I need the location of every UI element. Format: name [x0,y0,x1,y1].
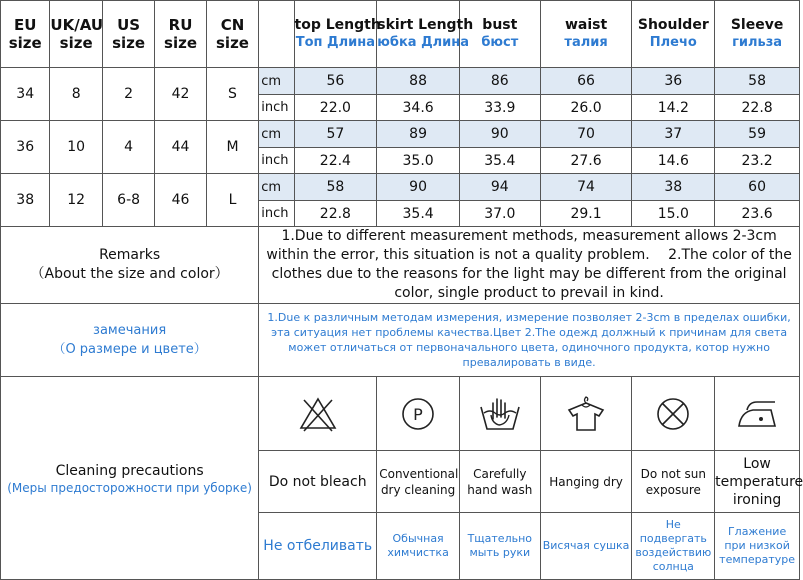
header-waist-en: waist [564,17,608,33]
skirt-length-inch: 35.4 [377,201,460,227]
care-label-en: Low temperature ironing [715,451,800,513]
low-iron-icon [733,394,781,434]
sleeve-cm: 59 [715,121,800,148]
care-icon-cell [540,377,632,451]
sleeve-inch: 23.2 [715,148,800,174]
care-label-en: Carefully hand wash [459,451,540,513]
sleeve-cm: 58 [715,68,800,95]
size-eu: 34 [1,68,50,121]
care-label-ru: Не отбеливать [259,513,377,580]
remarks-row [1,227,800,304]
top-length-inch: 22.8 [294,201,377,227]
header-shoulder-ru: Плечо [649,35,697,50]
header-ru-line1: RU [168,16,193,34]
bust-cm: 94 [459,174,540,201]
header-top-ru: Топ Длина [295,35,376,50]
cleaning-label [1,377,259,580]
bust-cm: 86 [459,68,540,95]
size-cn: M [206,121,258,174]
header-bust-ru: бюст [481,35,519,50]
header-bust-en: bust [482,17,518,33]
remarks-title: Remarks [99,247,161,263]
remarks-ru-label [1,304,259,377]
care-icon-cell [459,377,540,451]
table-row [1,174,800,201]
remarks-ru-title: замечания [93,323,167,338]
size-us: 6-8 [102,174,154,227]
top-length-inch: 22.0 [294,95,377,121]
header-skirt-en: skirt Length [377,17,474,33]
care-icon-cell [259,377,377,451]
remarks-ru-subtitle: （О размере и цвете） [52,342,207,357]
care-icon-cell [715,377,800,451]
waist-inch: 27.6 [540,148,632,174]
no-sun-icon [653,394,693,434]
cleaning-title: Cleaning precautions [55,462,204,479]
header-row [1,1,800,68]
header-shoulder [632,1,715,68]
header-top-en: top Length [294,17,381,33]
shoulder-cm: 36 [632,68,715,95]
top-length-cm: 58 [294,174,377,201]
bust-inch: 35.4 [459,148,540,174]
header-ukau [50,1,102,68]
header-ru [155,1,206,68]
cleaning-subtitle: (Меры предосторожности при уборке) [7,480,252,495]
size-ru: 44 [155,121,206,174]
header-skirt [377,1,474,68]
bust-inch: 33.9 [459,95,540,121]
size-ru: 46 [155,174,206,227]
shoulder-cm: 37 [632,121,715,148]
care-label-en: Conventional dry cleaning [377,451,460,513]
shoulder-inch: 15.0 [632,201,715,227]
unit-cm: cm [259,174,294,201]
table-row [1,68,800,95]
care-label-ru: Тщательно мыть руки [459,513,540,580]
care-icon-cell [377,377,460,451]
waist-cm: 66 [540,68,632,95]
header-waist [540,1,632,68]
header-eu-line1: EU [13,16,37,34]
header-ukau-line2: size [59,34,93,52]
header-sleeve-en: Sleeve [730,17,784,33]
waist-inch: 26.0 [540,95,632,121]
header-eu-line2: size [8,34,42,52]
size-ukau: 10 [50,121,102,174]
sleeve-inch: 23.6 [715,201,800,227]
header-ukau-line1: UK/AU [50,16,104,34]
header-cn [206,1,258,68]
remarks-subtitle: （About the size and color） [30,266,229,282]
header-us-line2: size [112,34,146,52]
size-eu: 36 [1,121,50,174]
header-us [102,1,154,68]
waist-cm: 74 [540,174,632,201]
remarks-text: 1.Due to different measurement methods, measurement allows 2-3cm within the error, this situation is not a quality problem. 2.The color of the clothes due to the reasons for the light may be different from the original color, single product to prevail in kind. [259,227,800,304]
waist-inch: 29.1 [540,201,632,227]
header-eu [1,1,50,68]
size-cn: S [206,68,258,121]
svg-text:P: P [413,404,423,424]
shoulder-cm: 38 [632,174,715,201]
header-us-line1: US [117,16,141,34]
size-ru: 42 [155,68,206,121]
size-cn: L [206,174,258,227]
remarks-label [1,227,259,304]
no-bleach-icon [296,394,340,434]
remarks-ru-row [1,304,800,377]
header-sleeve-ru: гильза [732,35,783,50]
skirt-length-inch: 35.0 [377,148,460,174]
header-cn-line2: size [216,34,249,52]
dry-clean-p-icon [398,394,438,434]
header-bust [459,1,540,68]
table-row [1,121,800,148]
skirt-length-cm: 90 [377,174,460,201]
skirt-length-cm: 88 [377,68,460,95]
waist-cm: 70 [540,121,632,148]
header-unit-blank [259,1,294,68]
care-label-ru: Глажение при низкой температуре [715,513,800,580]
header-shoulder-en: Shoulder [637,17,709,33]
sleeve-inch: 22.8 [715,95,800,121]
shoulder-inch: 14.6 [632,148,715,174]
size-ukau: 12 [50,174,102,227]
shoulder-inch: 14.2 [632,95,715,121]
skirt-length-cm: 89 [377,121,460,148]
care-label-ru: Висячая сушка [540,513,632,580]
header-top [294,1,381,68]
header-cn-line1: CN [220,16,245,34]
care-label-ru: Обычная химчистка [377,513,460,580]
care-label-en: Hanging dry [540,451,632,513]
header-waist-ru: талия [564,35,608,50]
header-ru-line2: size [164,34,198,52]
size-us: 2 [102,68,154,121]
care-icon-cell [632,377,715,451]
care-label-en: Do not bleach [259,451,377,513]
unit-inch: inch [259,148,294,174]
header-skirt-ru: юбка Длина [377,35,470,50]
hanging-dry-icon [563,394,609,434]
hand-wash-icon [477,393,523,435]
top-length-cm: 57 [294,121,377,148]
unit-inch: inch [259,95,294,121]
unit-cm: cm [259,121,294,148]
bust-cm: 90 [459,121,540,148]
unit-cm: cm [259,68,294,95]
cleaning-icon-row [1,377,800,451]
unit-inch: inch [259,201,294,227]
care-label-ru: Не подвергать воздействию солнца [632,513,715,580]
size-us: 4 [102,121,154,174]
size-ukau: 8 [50,68,102,121]
sleeve-cm: 60 [715,174,800,201]
remarks-ru-text: 1.Due к различным методам измерения, измерение позволяет 2-3cm в пределах ошибки, эта ситуация нет проблемы качества.Цвет 2.The одежд должный к причинам для света может отличаться от первоначального цвета, одиночного продукта, котор нужно превалировать в виде. [259,304,800,377]
bust-inch: 37.0 [459,201,540,227]
skirt-length-inch: 34.6 [377,95,460,121]
top-length-inch: 22.4 [294,148,377,174]
size-eu: 38 [1,174,50,227]
care-label-en: Do not sun exposure [632,451,715,513]
top-length-cm: 56 [294,68,377,95]
header-sleeve [715,1,800,68]
